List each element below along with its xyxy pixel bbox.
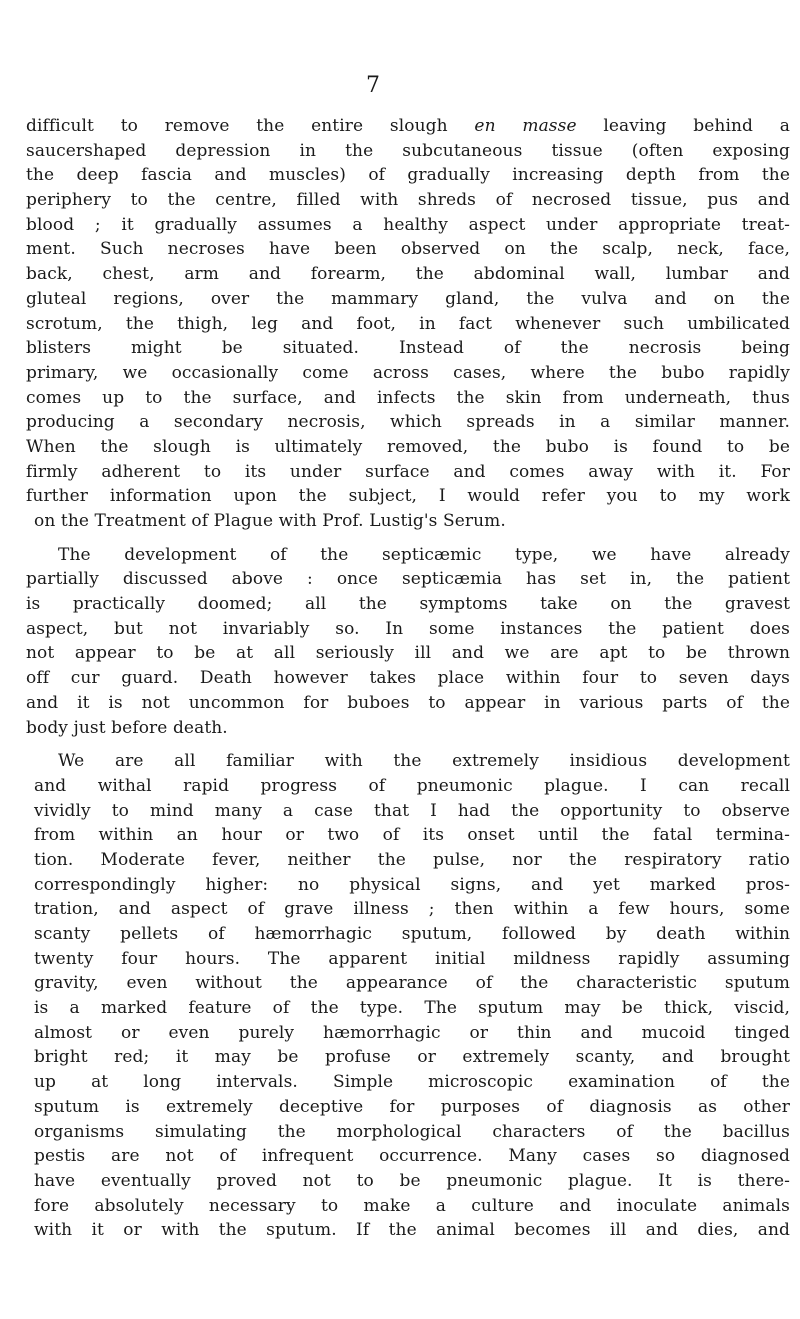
text-line: and it is not uncommon for buboes to appear in various parts of the bbox=[26, 692, 790, 713]
text-line: scrotum, the thigh, leg and foot, in fact whenever such umbilicated bbox=[26, 313, 790, 334]
text-line: difficult to remove the entire slough en masse leaving behind a bbox=[26, 116, 790, 136]
text-line: aspect, but not invariably so. In some instances the patient does bbox=[26, 618, 790, 639]
text-line: fore absolutely necessary to make a culture and inoculate animals bbox=[34, 1195, 790, 1216]
text-line: comes up to the surface, and infects the skin from underneath, thus bbox=[26, 387, 790, 408]
text-line: We are all familiar with the extremely insidious development bbox=[58, 751, 790, 772]
paragraph-3 bbox=[26, 749, 790, 1243]
text-line: bright red; it may be profuse or extremely scanty, and brought bbox=[34, 1047, 790, 1068]
text-line: tration, and aspect of grave illness ; then within a few hours, some bbox=[34, 899, 790, 920]
text-line: almost or even purely hæmorrhagic or thin and mucoid tinged bbox=[34, 1022, 790, 1043]
text-line: not appear to be at all seriously ill and we are apt to be thrown bbox=[26, 643, 790, 664]
text-line: is a marked feature of the type. The sputum may be thick, viscid, bbox=[34, 998, 790, 1019]
text-line: twenty four hours. The apparent initial mildness rapidly assuming bbox=[34, 948, 790, 969]
text-line: the deep fascia and muscles) of gradually increasing depth from the bbox=[26, 165, 790, 186]
text-line: partially discussed above : once septicæmia has set in, the patient bbox=[26, 569, 790, 590]
text-line: firmly adherent to its under surface and comes away with it. For bbox=[26, 461, 790, 482]
text-line: primary, we occasionally come across cases, where the bubo rapidly bbox=[26, 362, 790, 383]
text-line: saucershaped depression in the subcutaneous tissue (often exposing bbox=[26, 140, 790, 161]
text-line: When the slough is ultimately removed, the bubo is found to be bbox=[26, 436, 790, 457]
text-line: from within an hour or two of its onset until the fatal termina- bbox=[34, 825, 790, 846]
text-line: tion. Moderate fever, neither the pulse, nor the respiratory ratio bbox=[34, 849, 790, 870]
text-line: sputum is extremely deceptive for purposes of diagnosis as other bbox=[34, 1096, 790, 1117]
text-line: gravity, even without the appearance of the characteristic sputum bbox=[34, 973, 790, 994]
text-line: off cur guard. Death however takes place within four to seven days bbox=[26, 668, 790, 689]
text-line: organisms simulating the morphological characters of the bacillus bbox=[34, 1121, 790, 1142]
text-line: gluteal regions, over the mammary gland, the vulva and on the bbox=[26, 288, 790, 309]
text-line: producing a secondary necrosis, which spreads in a similar manner. bbox=[26, 412, 790, 433]
text-line: periphery to the centre, filled with shreds of necrosed tissue, pus and bbox=[26, 190, 790, 211]
text-line: have eventually proved not to be pneumonic plague. It is there- bbox=[34, 1170, 790, 1191]
text-line: ment. Such necroses have been observed on the scalp, neck, face, bbox=[26, 239, 790, 260]
text-line: on the Treatment of Plague with Prof. Lustig's Serum. bbox=[34, 511, 506, 531]
text-line: and withal rapid progress of pneumonic plague. I can recall bbox=[34, 775, 790, 796]
text-line: body just before death. bbox=[26, 717, 228, 738]
page-number: 7 bbox=[366, 73, 380, 98]
text-line: with it or with the sputum. If the animal becomes ill and dies, and bbox=[34, 1220, 790, 1241]
body-text bbox=[26, 114, 790, 1243]
text-line: further information upon the subject, I would refer you to my work bbox=[26, 486, 790, 507]
text-line: pestis are not of infrequent occurrence. Many cases so diagnosed bbox=[34, 1146, 790, 1167]
text-line: vividly to mind many a case that I had the opportunity to observe bbox=[34, 800, 790, 821]
text-line: is practically doomed; all the symptoms take on the gravest bbox=[26, 594, 790, 615]
text-line: up at long intervals. Simple microscopic examination of the bbox=[34, 1072, 790, 1093]
text-line: blisters might be situated. Instead of the necrosis being bbox=[26, 338, 790, 359]
text-line: scanty pellets of hæmorrhagic sputum, followed by death within bbox=[34, 924, 790, 944]
text-line: The development of the septicæmic type, we have already bbox=[58, 544, 790, 565]
paragraph-2 bbox=[26, 543, 790, 741]
text-line: back, chest, arm and forearm, the abdominal wall, lumbar and bbox=[26, 264, 790, 285]
text-line: correspondingly higher: no physical signs, and yet marked pros- bbox=[34, 874, 790, 895]
paragraph-1 bbox=[26, 114, 790, 534]
text-line: blood ; it gradually assumes a healthy aspect under appropriate treat- bbox=[26, 214, 790, 235]
